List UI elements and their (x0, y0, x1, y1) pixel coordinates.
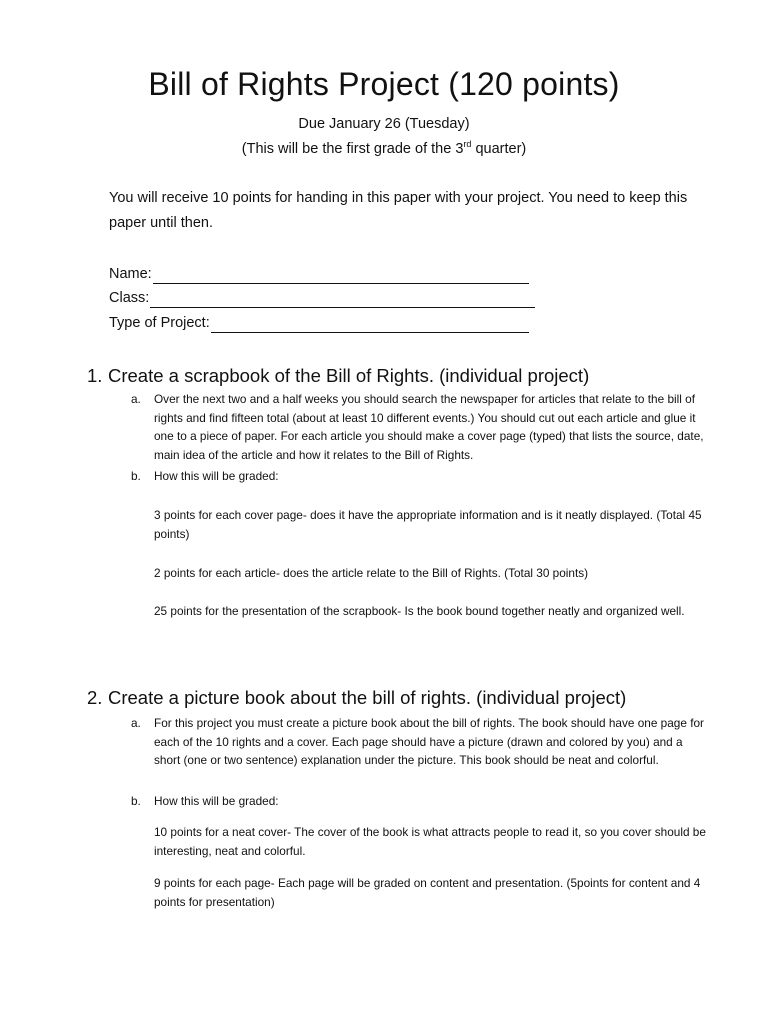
option-1-item-b (131, 467, 711, 486)
name-field[interactable] (109, 264, 529, 284)
quarter-note-suffix: quarter) (471, 141, 527, 157)
quarter-note-sup: rd (463, 139, 472, 149)
intro-paragraph: You will receive 10 points for handing in this paper with your project. You need to keep this paper until then. (109, 190, 688, 231)
option-number: 2. (87, 687, 103, 708)
grading-line: 25 points for the presentation of the scrapbook- Is the book bound together neatly and organized well. (154, 604, 685, 618)
option-title-text: Create a scrapbook of the Bill of Rights. (individual project) (108, 365, 590, 386)
item-text: For this project you must create a picture book about the bill of rights. The book should have one page for each of the 10 rights and a cover. Each page should have a picture (drawn and colored by you) and a short (one or two sentence) explanation under the picture. This book should be neat and colorful. (154, 716, 704, 768)
name-label: Name: (109, 266, 152, 282)
item-text: How this will be graded: (154, 794, 279, 808)
class-label: Class: (109, 290, 150, 306)
option-2-title (87, 686, 626, 710)
option-1-item-a (131, 390, 711, 465)
item-text: Over the next two and a half weeks you should search the newspaper for articles that relate to the bill of rights and find fifteen total (about at least 10 different events.) You should cut out each article and glue it one to a piece of paper. For each article you should make a cover page (typed) that lists the source, date, main idea of the article and how it relates to the Bill of Rights. (154, 392, 704, 463)
item-text: How this will be graded: (154, 469, 279, 483)
grading-line: 2 points for each article- does the article relate to the Bill of Rights. (Total 30 points) (154, 566, 589, 580)
option-number: 1. (87, 365, 103, 386)
project-type-label: Type of Project: (109, 315, 210, 331)
project-type-field[interactable] (109, 313, 529, 333)
quarter-note (0, 139, 768, 159)
due-date: Due January 26 (Tuesday) (298, 116, 470, 132)
document-title: Bill of Rights Project (120 points) (148, 66, 620, 102)
option-1-title (87, 364, 589, 388)
item-letter: a. (131, 716, 141, 730)
grading-line: 9 points for each page- Each page will be graded on content and presentation. (5points for content and 4 points for presentation) (154, 876, 701, 909)
grading-line: 3 points for each cover page- does it have the appropriate information and is it neatly displayed. (Total 45 points) (154, 508, 702, 541)
option-title-text: Create a picture book about the bill of rights. (individual project) (108, 687, 627, 708)
quarter-note-prefix: (This will be the first grade of the 3 (241, 141, 464, 157)
item-letter: b. (131, 469, 141, 483)
option-2-item-a (131, 714, 711, 770)
option-2-item-b (131, 792, 711, 811)
item-letter: a. (131, 392, 141, 406)
project-type-blank-line[interactable] (211, 318, 529, 333)
item-letter: b. (131, 794, 141, 808)
name-blank-line[interactable] (153, 269, 529, 284)
class-field[interactable] (109, 288, 535, 308)
class-blank-line[interactable] (150, 293, 535, 308)
grading-line: 10 points for a neat cover- The cover of the book is what attracts people to read it, so you cover should be interesting, neat and colorful. (154, 825, 706, 858)
